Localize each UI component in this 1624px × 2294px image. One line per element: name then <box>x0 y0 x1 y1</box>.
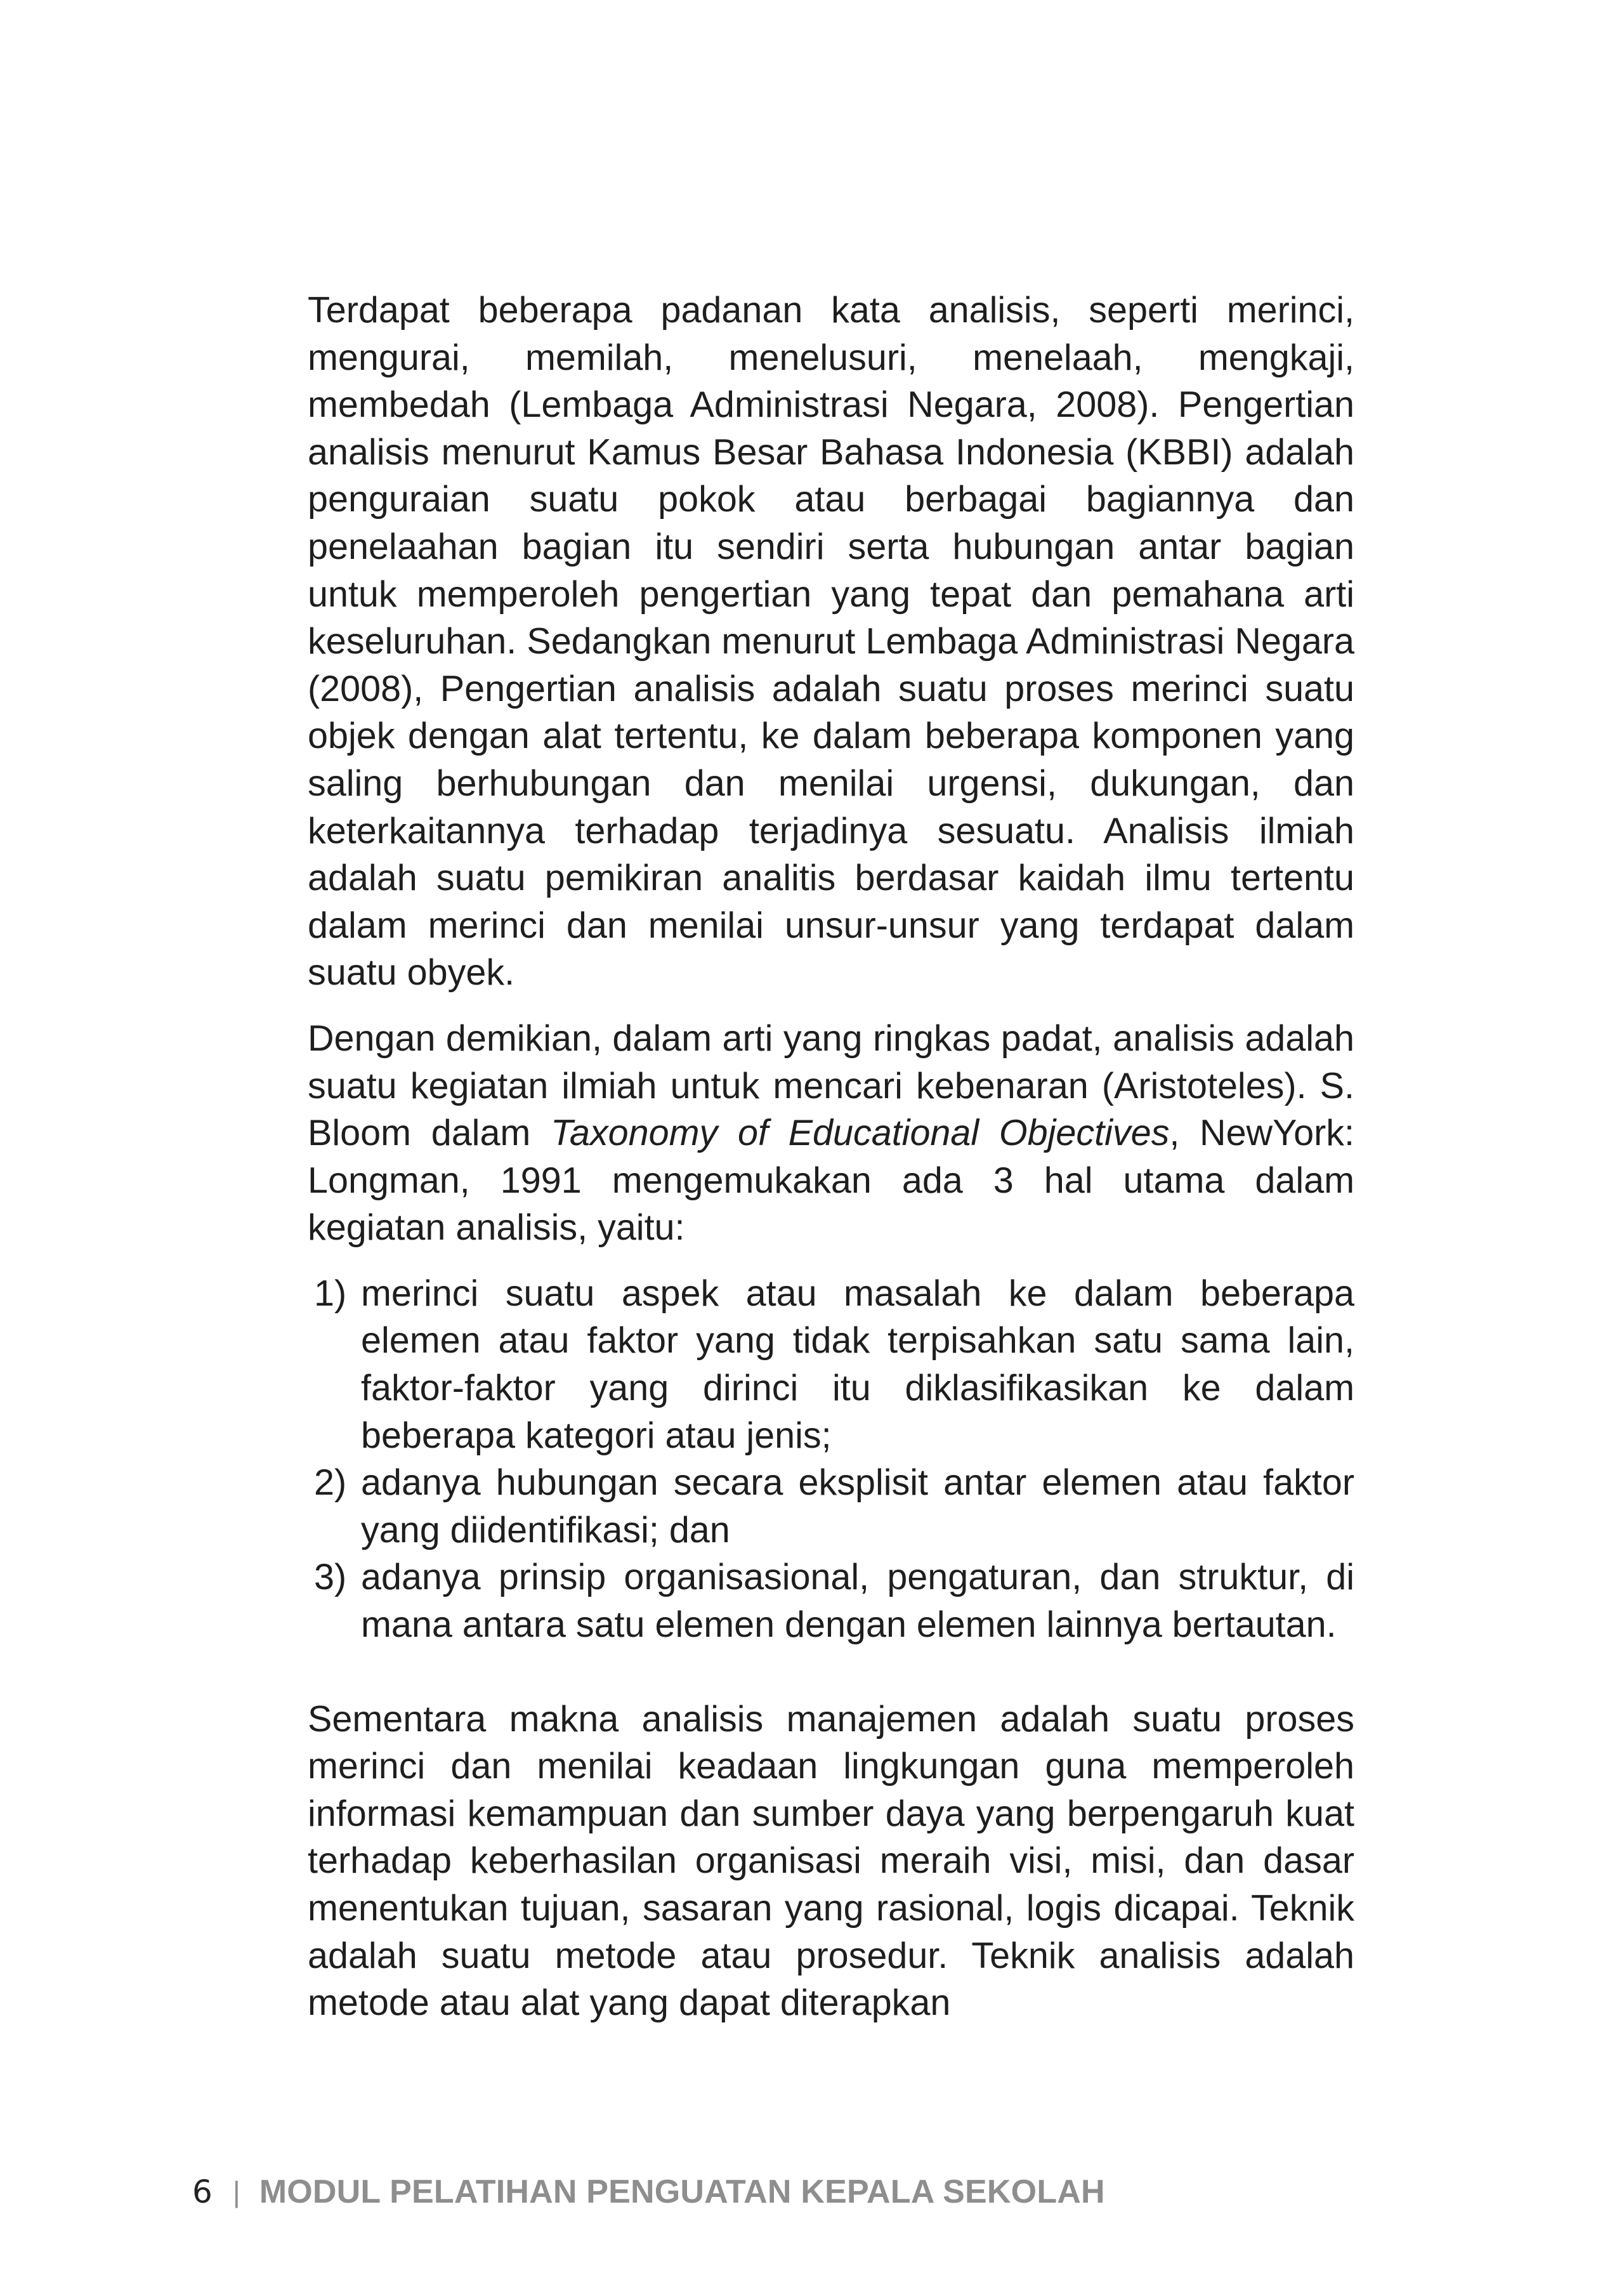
footer-separator: | <box>232 2175 240 2208</box>
list-item <box>308 1459 1354 1554</box>
list-item <box>308 1270 1354 1459</box>
analysis-points-list <box>308 1270 1354 1649</box>
paragraph-bloom <box>308 1015 1354 1252</box>
book-title-italic: Taxonomy of Educational Objectives <box>551 1113 1170 1154</box>
paragraph-definition: Terdapat beberapa padanan kata analisis, seperti merinci, mengurai, memilah, menelusuri, menelaah, mengkaji, membedah (Lembaga Administrasi Negara, 2008). Pengertian analisis menurut Kamus Besar Bahasa Indonesia (KBBI) adalah penguraian suatu pokok atau berbagai bagiannya dan penelaahan bagian itu sendiri serta hubungan antar bagian untuk memperoleh pengertian yang tepat dan pemahana arti keseluruhan. Sedangkan menurut Lembaga Administrasi Negara (2008), Pengertian analisis adalah suatu proses merinci suatu objek dengan alat tertentu, ke dalam beberapa komponen yang saling berhubungan dan menilai urgensi, dukungan, dan keterkaitannya terhadap terjadinya sesuatu. Analisis ilmiah adalah suatu pemikiran analitis berdasar kaidah ilmu tertentu dalam merinci dan menilai unsur-unsur yang terdapat dalam suatu obyek. <box>308 290 1354 993</box>
list-item-text: adanya prinsip organisasional, pengaturan, dan struktur, di mana antara satu elemen dengan elemen lainnya bertautan. <box>361 1557 1354 1646</box>
list-item-number: 1) <box>314 1273 347 1314</box>
page-body <box>308 287 1354 2027</box>
paragraph-management-analysis: Sementara makna analisis manajemen adalah suatu proses merinci dan menilai keadaan lingkungan guna memperoleh informasi kemampuan dan sumber daya yang berpengaruh kuat terhadap keberhasilan organisasi meraih visi, misi, dan dasar menentukan tujuan, sasaran yang rasional, logis dicapai. Teknik adalah suatu metode atau prosedur. Teknik analisis adalah metode atau alat yang dapat diterapkan <box>308 1698 1354 2024</box>
list-item-text: merinci suatu aspek atau masalah ke dalam beberapa elemen atau faktor yang tidak terpisahkan satu sama lain, faktor-faktor yang dirinci itu diklasifikasikan ke dalam beberapa kategori atau jenis; <box>361 1273 1354 1456</box>
list-item-number: 3) <box>314 1557 347 1598</box>
list-item-text: adanya hubungan secara eksplisit antar elemen atau faktor yang diidentifikasi; dan <box>361 1462 1354 1550</box>
list-item-number: 2) <box>314 1462 347 1504</box>
paragraph-bloom-part2: , NewYork: Longman, 1991 mengemukakan ada 3 hal utama dalam kegiatan analisis, yaitu: <box>308 1113 1355 1249</box>
footer-title: MODUL PELATIHAN PENGUATAN KEPALA SEKOLAH <box>259 2173 1105 2210</box>
paragraph-bloom-part1: Dengan demikian, dalam arti yang ringkas padat, analisis adalah suatu kegiatan ilmiah untuk mencari kebenaran (Aristoteles). S. Bloom dalam <box>308 1018 1354 1154</box>
page-footer <box>192 2166 1105 2217</box>
list-item <box>308 1554 1354 1648</box>
page-number: 6 <box>192 2173 213 2210</box>
